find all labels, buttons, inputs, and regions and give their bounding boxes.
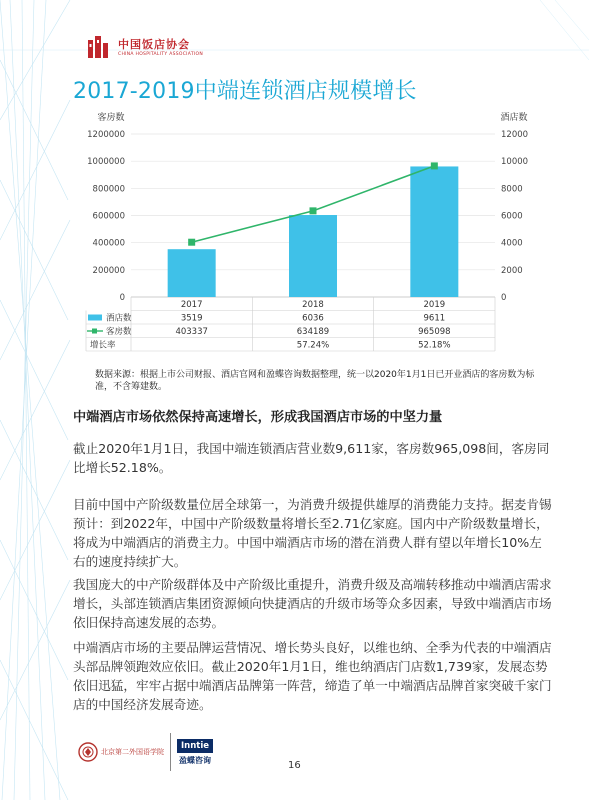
data-label: 634189 (296, 327, 330, 337)
source-note: 数据来源：根据上市公司财报、酒店官网和盈蝶咨询数据整理，统一以2020年1月1日已开业酒店的客房数为标准，不含筹建数。 (95, 370, 535, 392)
data-label: 57.24% (296, 340, 330, 351)
data-label: 3519 (180, 313, 203, 324)
data-label: 6036 (302, 313, 324, 324)
org-logo-icon (86, 34, 114, 58)
data-label: 9611 (423, 313, 446, 324)
school-emblem-icon (78, 742, 98, 762)
data-label: 403337 (175, 327, 208, 337)
left-tick-label: 1200000 (87, 130, 125, 140)
left-tick-label: 200000 (92, 265, 125, 276)
org-logo (86, 34, 203, 58)
data-label: 52.18% (418, 340, 451, 351)
partner-logo-text: Inntie (177, 739, 213, 753)
partner-logo (177, 739, 213, 766)
org-name-en: CHINA HOSPITALITY ASSOCIATION (118, 51, 204, 57)
left-tick-label: 400000 (92, 238, 125, 249)
x-tick-label: 2017 (180, 300, 203, 310)
footer-logos (78, 733, 213, 771)
right-tick-label: 6000 (501, 211, 523, 222)
partner-name-cn: 盈蝶咨询 (179, 755, 211, 765)
table-row-name: 客房数 (106, 327, 132, 337)
right-tick-label: 8000 (501, 184, 523, 195)
table-row-name: 增长率 (90, 340, 116, 351)
left-tick-label: 1000000 (87, 157, 125, 168)
paragraph-1: 截止2020年1月1日，我国中端连锁酒店营业数9,611家，客房数965,098间，客房同比增长52.18%。 (73, 441, 550, 475)
legend-swatch-hotels (88, 315, 102, 321)
footer-divider (170, 733, 171, 771)
data-label: 965098 (418, 327, 451, 337)
legend-marker-rooms (92, 329, 97, 334)
right-tick-label: 4000 (501, 238, 523, 249)
section-heading: 中端酒店市场依然保持高速增长，形成我国酒店市场的中坚力量 (73, 410, 443, 425)
paragraph-3: 我国庞大的中产阶级群体及中产阶级比重提升，消费升级及高端转移推动中端酒店需求增长，头部连锁酒店集团资源倾向快捷酒店的升级市场等众多因素，导致中端酒店市场依旧保持高速发展的态势。 (73, 577, 552, 630)
bar-hotels-2019 (410, 166, 458, 297)
point-rooms-2017 (188, 239, 195, 246)
right-tick-label: 12000 (501, 130, 529, 140)
paragraph-2: 目前中国中产阶级数量位居全球第一，为消费升级提供雄厚的消费能力支持。据麦肯锡预计：到2022年，中国中产阶级数量将增长至2.71亿家庭。国内中产阶级数量增长，将成为中端酒店的消费主力。中国中端酒店市场的潜在消费人群有望以年增长10%左右的速度持续扩大。 (73, 497, 552, 569)
point-rooms-2019 (431, 162, 438, 169)
right-tick-label: 10000 (501, 157, 529, 168)
school-name: 北京第二外国语学院 (101, 748, 164, 756)
paragraph-4: 中端酒店市场的主要品牌运营情况、增长势头良好，以维也纳、全季为代表的中端酒店头部品牌领跑效应依旧。截止2020年1月1日，维也纳酒店门店数1,739家，发展态势依旧迅猛，牢牢占据中端酒店品牌第一阵营，缔造了单一中端酒店品牌首家突破千家门店的中国经济发展奇迹。 (73, 640, 552, 712)
bar-hotels-2017 (168, 249, 216, 297)
page-title: 2017-2019中端连锁酒店规模增长 (73, 79, 417, 104)
page-number: 16 (288, 760, 301, 771)
chart (68, 108, 538, 370)
table-row-name: 酒店数 (106, 313, 132, 324)
org-name-cn: 中国饭店协会 (118, 37, 190, 51)
right-tick-label: 2000 (501, 265, 523, 276)
x-tick-label: 2019 (423, 300, 446, 310)
right-axis-title: 酒店数 (500, 113, 528, 123)
point-rooms-2018 (310, 207, 317, 214)
x-tick-label: 2018 (302, 300, 324, 310)
school-logo (78, 742, 164, 762)
right-tick-label: 0 (501, 293, 507, 303)
left-axis-title: 客房数 (97, 113, 125, 123)
left-tick-label: 600000 (92, 211, 125, 222)
chart-svg (68, 108, 538, 370)
bar-hotels-2018 (289, 215, 337, 297)
left-tick-label: 800000 (92, 184, 125, 195)
left-tick-label: 0 (119, 293, 125, 303)
